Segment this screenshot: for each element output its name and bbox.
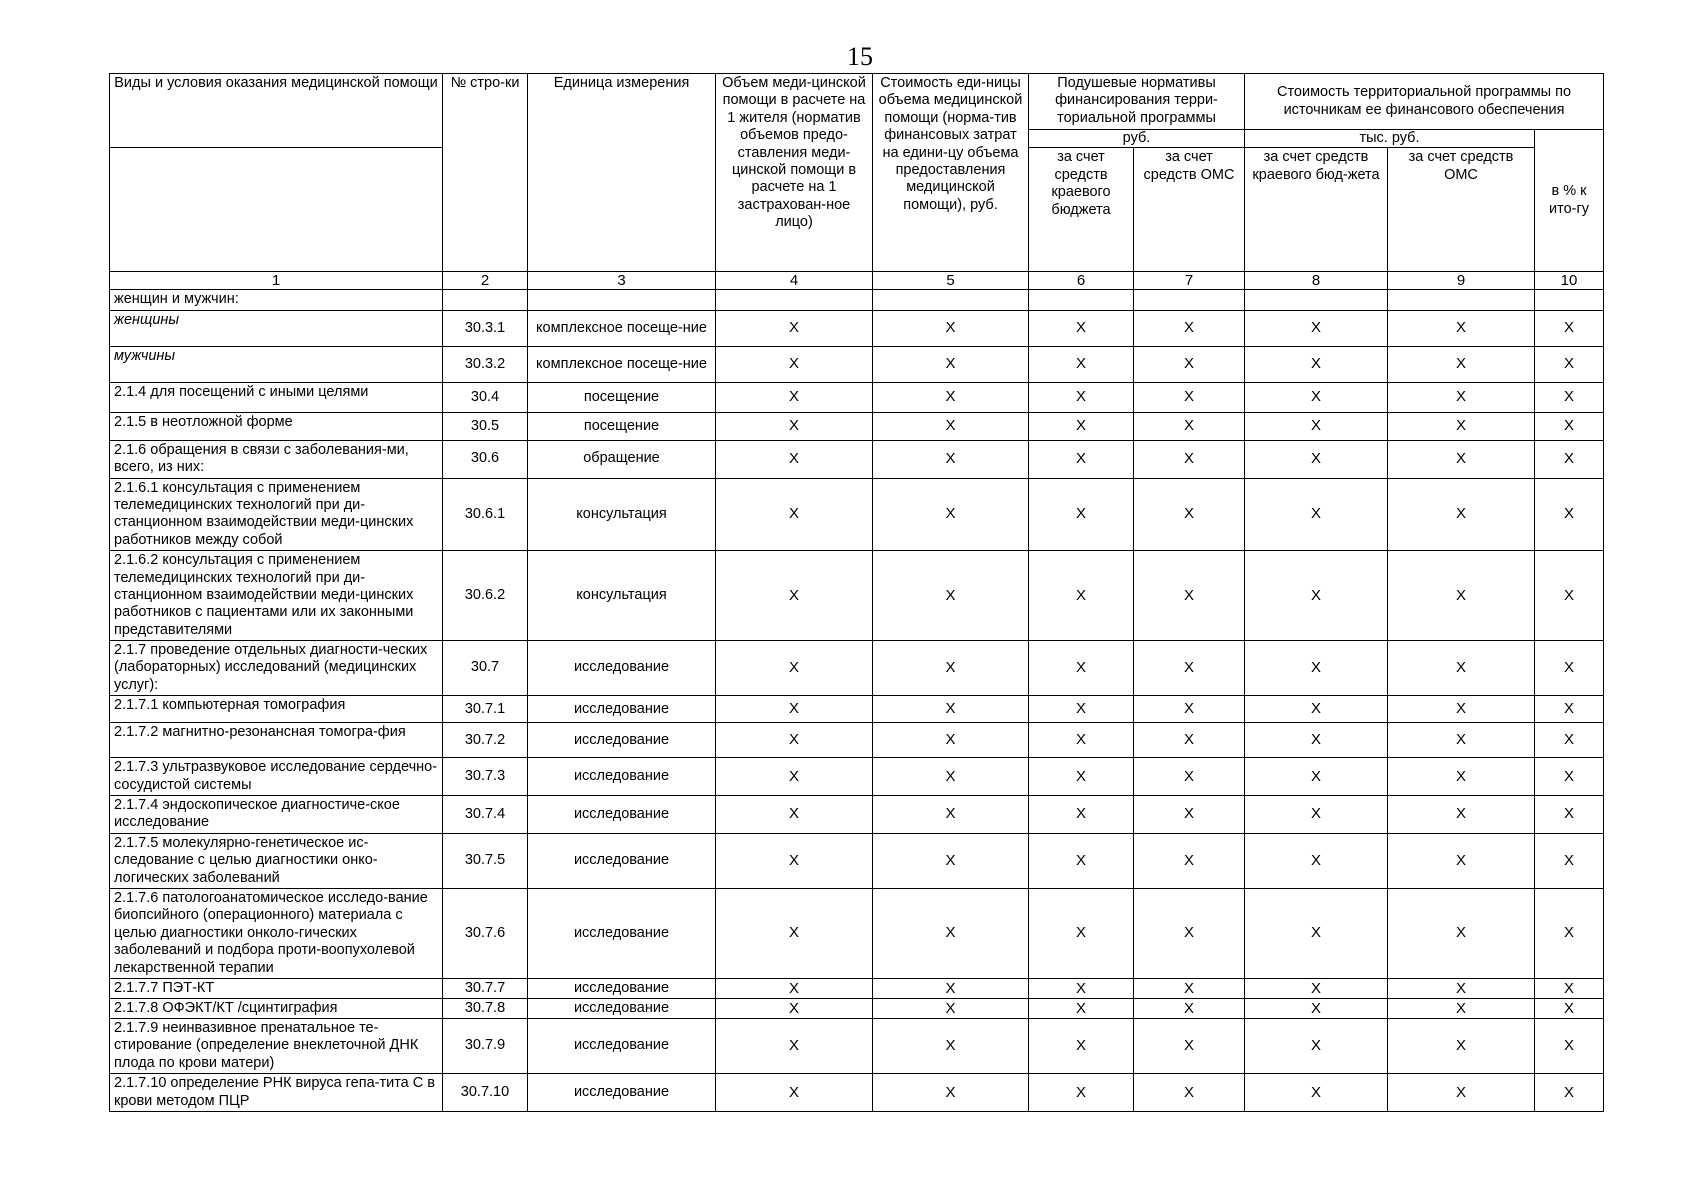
column-number: 9 xyxy=(1388,272,1535,290)
row-label: мужчины xyxy=(110,346,443,382)
column-number: 10 xyxy=(1535,272,1604,290)
row-label: 2.1.7.8 ОФЭКТ/КТ /сцинтиграфия xyxy=(110,998,443,1018)
row-value: X xyxy=(1388,758,1535,796)
row-value: X xyxy=(873,346,1029,382)
row-value: X xyxy=(873,412,1029,440)
row-value: X xyxy=(1134,758,1245,796)
row-value: X xyxy=(716,978,873,998)
row-value: X xyxy=(1535,346,1604,382)
row-value: X xyxy=(1535,382,1604,412)
row-number xyxy=(443,290,528,310)
header-percent: в % к ито-гу xyxy=(1535,130,1604,272)
row-value: X xyxy=(1029,723,1134,758)
header-per-capita-budget: за счет средств краевого бюджета xyxy=(1029,148,1134,272)
table-row xyxy=(110,478,1604,551)
header-thousand-rub: тыс. руб. xyxy=(1245,130,1535,148)
row-unit: исследование xyxy=(528,978,716,998)
row-value: X xyxy=(873,696,1029,723)
row-value: X xyxy=(1134,1074,1245,1112)
row-value: X xyxy=(1134,833,1245,888)
row-value: X xyxy=(873,796,1029,834)
row-unit: исследование xyxy=(528,833,716,888)
table-row xyxy=(110,551,1604,641)
row-unit: обращение xyxy=(528,440,716,478)
row-number: 30.7.10 xyxy=(443,1074,528,1112)
row-value: X xyxy=(1134,382,1245,412)
header-rub: руб. xyxy=(1029,130,1245,148)
row-number: 30.7.8 xyxy=(443,998,528,1018)
row-value: X xyxy=(873,833,1029,888)
row-label: 2.1.7.9 неинвазивное пренатальное те-стирование (определение внеклеточной ДНК плода по крови матери) xyxy=(110,1018,443,1073)
table-row xyxy=(110,723,1604,758)
row-value: X xyxy=(1029,888,1134,978)
row-value: X xyxy=(1245,1018,1388,1073)
row-value: X xyxy=(1029,412,1134,440)
row-value: X xyxy=(1134,310,1245,346)
row-value: X xyxy=(1535,1018,1604,1073)
row-value: X xyxy=(1245,478,1388,551)
row-value: X xyxy=(1535,1074,1604,1112)
row-value: X xyxy=(1029,978,1134,998)
row-value: X xyxy=(1134,696,1245,723)
table-row xyxy=(110,998,1604,1018)
row-unit: посещение xyxy=(528,412,716,440)
row-value: X xyxy=(1029,551,1134,641)
row-value: X xyxy=(1388,382,1535,412)
header-unit: Единица измерения xyxy=(528,74,716,272)
table-row xyxy=(110,796,1604,834)
row-value: X xyxy=(716,346,873,382)
table-row xyxy=(110,978,1604,998)
row-value: X xyxy=(873,478,1029,551)
row-label: 2.1.6.2 консультация с применением телемедицинских технологий при ди-станционном взаимодействии меди-цинских работников с пациентами или их законными представителями xyxy=(110,551,443,641)
row-unit: комплексное посеще-ние xyxy=(528,346,716,382)
row-unit: исследование xyxy=(528,1074,716,1112)
row-value: X xyxy=(873,758,1029,796)
row-value: X xyxy=(1535,998,1604,1018)
row-value: X xyxy=(1245,346,1388,382)
row-value: X xyxy=(1245,551,1388,641)
row-value: X xyxy=(1388,998,1535,1018)
row-value: X xyxy=(1029,758,1134,796)
row-value: X xyxy=(1388,978,1535,998)
row-value: X xyxy=(1245,696,1388,723)
row-unit: исследование xyxy=(528,1018,716,1073)
row-value: X xyxy=(1245,998,1388,1018)
table-row xyxy=(110,440,1604,478)
row-value: X xyxy=(1029,796,1134,834)
column-number: 8 xyxy=(1245,272,1388,290)
row-value: X xyxy=(1134,346,1245,382)
row-label: 2.1.6 обращения в связи с заболевания-ми, всего, из них: xyxy=(110,440,443,478)
row-value: X xyxy=(1245,796,1388,834)
row-number: 30.4 xyxy=(443,382,528,412)
row-value: X xyxy=(1245,758,1388,796)
row-number: 30.3.1 xyxy=(443,310,528,346)
header-volume: Объем меди-цинской помощи в расчете на 1 жителя (норматив объемов предо-ставления меди-цинской помощи в расчете на 1 застрахован-ное лицо) xyxy=(716,74,873,272)
row-value: X xyxy=(1134,551,1245,641)
row-value: X xyxy=(716,796,873,834)
table-row xyxy=(110,696,1604,723)
row-number: 30.5 xyxy=(443,412,528,440)
row-value xyxy=(1535,290,1604,310)
table-row xyxy=(110,412,1604,440)
row-value: X xyxy=(1029,346,1134,382)
row-value: X xyxy=(716,551,873,641)
row-unit: консультация xyxy=(528,551,716,641)
row-value: X xyxy=(1535,888,1604,978)
row-number: 30.7 xyxy=(443,641,528,696)
row-unit: исследование xyxy=(528,888,716,978)
row-label: женщин и мужчин: xyxy=(110,290,443,310)
column-number: 1 xyxy=(110,272,443,290)
row-unit: исследование xyxy=(528,696,716,723)
row-value: X xyxy=(1535,833,1604,888)
row-value: X xyxy=(1245,412,1388,440)
row-value: X xyxy=(1134,478,1245,551)
row-label: 2.1.7 проведение отдельных диагности-ческих (лабораторных) исследований (медицинских услуг): xyxy=(110,641,443,696)
header-cost: Стоимость еди-ницы объема медицинской помощи (норма-тив финансовых затрат на едини-цу объема предоставления медицинской помощи), руб. xyxy=(873,74,1029,272)
row-value: X xyxy=(1535,758,1604,796)
header-cost-oms: за счет средств ОМС xyxy=(1388,148,1535,272)
column-numbers-row xyxy=(110,272,1604,290)
table-row xyxy=(110,833,1604,888)
row-value: X xyxy=(1029,478,1134,551)
row-value: X xyxy=(873,978,1029,998)
row-label: 2.1.7.3 ультразвуковое исследование сердечно-сосудистой системы xyxy=(110,758,443,796)
row-value: X xyxy=(1388,888,1535,978)
row-value: X xyxy=(716,478,873,551)
row-value: X xyxy=(716,440,873,478)
table-row xyxy=(110,346,1604,382)
row-value: X xyxy=(873,641,1029,696)
financing-table xyxy=(109,73,1604,1112)
table-row xyxy=(110,1074,1604,1112)
row-value: X xyxy=(1245,978,1388,998)
row-value xyxy=(873,290,1029,310)
table-row xyxy=(110,888,1604,978)
row-unit: исследование xyxy=(528,796,716,834)
row-value: X xyxy=(1029,382,1134,412)
row-number: 30.7.9 xyxy=(443,1018,528,1073)
row-label: 2.1.7.6 патологоанатомическое исследо-вание биопсийного (операционного) материала с целью диагностики онколо-гических заболеваний и подбора проти-воопухолевой лекарственной терапии xyxy=(110,888,443,978)
row-value: X xyxy=(1134,978,1245,998)
column-number: 6 xyxy=(1029,272,1134,290)
row-value: X xyxy=(1245,641,1388,696)
row-value: X xyxy=(1388,346,1535,382)
row-value: X xyxy=(1388,1018,1535,1073)
row-label: 2.1.7.10 определение РНК вируса гепа-тита С в крови методом ПЦР xyxy=(110,1074,443,1112)
row-value: X xyxy=(1535,440,1604,478)
row-value: X xyxy=(873,551,1029,641)
row-value: X xyxy=(1245,382,1388,412)
row-value: X xyxy=(873,998,1029,1018)
row-number: 30.6.2 xyxy=(443,551,528,641)
row-value: X xyxy=(1388,641,1535,696)
table-row xyxy=(110,290,1604,310)
column-number: 7 xyxy=(1134,272,1245,290)
row-value: X xyxy=(1388,723,1535,758)
row-value: X xyxy=(873,1018,1029,1073)
row-value: X xyxy=(1245,1074,1388,1112)
row-value: X xyxy=(1134,888,1245,978)
row-value: X xyxy=(1245,440,1388,478)
row-unit: комплексное посеще-ние xyxy=(528,310,716,346)
row-number: 30.7.4 xyxy=(443,796,528,834)
column-number: 2 xyxy=(443,272,528,290)
row-value: X xyxy=(1029,440,1134,478)
row-number: 30.6.1 xyxy=(443,478,528,551)
row-value: X xyxy=(1245,310,1388,346)
row-value: X xyxy=(1029,1018,1134,1073)
row-value: X xyxy=(716,723,873,758)
row-value: X xyxy=(1535,641,1604,696)
row-value xyxy=(1388,290,1535,310)
row-label: 2.1.6.1 консультация с применением телемедицинских технологий при ди-станционном взаимодействии меди-цинских работников между собой xyxy=(110,478,443,551)
row-value: X xyxy=(716,833,873,888)
row-value: X xyxy=(1388,1074,1535,1112)
row-value: X xyxy=(716,412,873,440)
table-row xyxy=(110,382,1604,412)
row-value: X xyxy=(1029,310,1134,346)
header-kind-spacer xyxy=(110,148,443,272)
row-value: X xyxy=(716,888,873,978)
row-value: X xyxy=(1388,696,1535,723)
row-unit xyxy=(528,290,716,310)
row-value: X xyxy=(716,641,873,696)
row-value: X xyxy=(1388,310,1535,346)
row-unit: исследование xyxy=(528,758,716,796)
row-value: X xyxy=(1535,723,1604,758)
row-value: X xyxy=(1535,978,1604,998)
row-unit: посещение xyxy=(528,382,716,412)
row-value: X xyxy=(873,310,1029,346)
row-value: X xyxy=(1029,998,1134,1018)
row-value: X xyxy=(1134,412,1245,440)
row-value: X xyxy=(716,1018,873,1073)
row-value: X xyxy=(873,888,1029,978)
column-number: 3 xyxy=(528,272,716,290)
row-unit: исследование xyxy=(528,998,716,1018)
row-value: X xyxy=(1245,723,1388,758)
row-unit: консультация xyxy=(528,478,716,551)
row-value: X xyxy=(1245,888,1388,978)
row-value xyxy=(716,290,873,310)
row-label: 2.1.7.4 эндоскопическое диагностиче-ское исследование xyxy=(110,796,443,834)
row-value: X xyxy=(1029,1074,1134,1112)
row-value: X xyxy=(1134,796,1245,834)
row-value: X xyxy=(716,310,873,346)
row-number: 30.7.7 xyxy=(443,978,528,998)
row-unit: исследование xyxy=(528,641,716,696)
row-value: X xyxy=(1029,833,1134,888)
table-body xyxy=(110,290,1604,1112)
row-value: X xyxy=(1134,641,1245,696)
row-value: X xyxy=(1134,723,1245,758)
column-number: 5 xyxy=(873,272,1029,290)
row-value: X xyxy=(1535,478,1604,551)
row-label: 2.1.7.5 молекулярно-генетическое ис-следование с целью диагностики онко-логических заболеваний xyxy=(110,833,443,888)
row-value: X xyxy=(716,382,873,412)
header-row-number: № стро-ки xyxy=(443,74,528,272)
row-value: X xyxy=(1134,998,1245,1018)
row-value: X xyxy=(873,440,1029,478)
table-row xyxy=(110,758,1604,796)
row-value: X xyxy=(873,1074,1029,1112)
row-value: X xyxy=(1388,796,1535,834)
row-value: X xyxy=(1388,478,1535,551)
row-value xyxy=(1134,290,1245,310)
row-label: 2.1.7.1 компьютерная томография xyxy=(110,696,443,723)
row-value: X xyxy=(873,382,1029,412)
header-kind: Виды и условия оказания медицинской помощи xyxy=(110,74,443,148)
row-value: X xyxy=(1029,696,1134,723)
row-value: X xyxy=(873,723,1029,758)
header-per-capita-group: Подушевые нормативы финансирования терри-ториальной программы xyxy=(1029,74,1245,130)
row-value: X xyxy=(716,696,873,723)
table-row xyxy=(110,1018,1604,1073)
row-number: 30.7.3 xyxy=(443,758,528,796)
row-value: X xyxy=(1388,551,1535,641)
row-label: женщины xyxy=(110,310,443,346)
header-per-capita-oms: за счет средств ОМС xyxy=(1134,148,1245,272)
header-program-cost-group: Стоимость территориальной программы по источникам ее финансового обеспечения xyxy=(1245,74,1604,130)
row-label: 2.1.5 в неотложной форме xyxy=(110,412,443,440)
row-value: X xyxy=(1134,1018,1245,1073)
row-number: 30.7.6 xyxy=(443,888,528,978)
row-number: 30.7.2 xyxy=(443,723,528,758)
table-row xyxy=(110,310,1604,346)
row-value: X xyxy=(1535,796,1604,834)
row-value: X xyxy=(1388,440,1535,478)
row-value: X xyxy=(1029,641,1134,696)
header-cost-budget: за счет средств краевого бюд-жета xyxy=(1245,148,1388,272)
row-value xyxy=(1029,290,1134,310)
row-value: X xyxy=(1388,412,1535,440)
table-row xyxy=(110,641,1604,696)
row-number: 30.7.1 xyxy=(443,696,528,723)
row-value xyxy=(1245,290,1388,310)
row-label: 2.1.7.7 ПЭТ-КТ xyxy=(110,978,443,998)
row-value: X xyxy=(1535,551,1604,641)
page-number: 15 xyxy=(847,42,873,71)
row-value: X xyxy=(1245,833,1388,888)
row-number: 30.3.2 xyxy=(443,346,528,382)
row-value: X xyxy=(1535,696,1604,723)
row-number: 30.7.5 xyxy=(443,833,528,888)
row-value: X xyxy=(716,758,873,796)
row-value: X xyxy=(716,1074,873,1112)
row-value: X xyxy=(716,998,873,1018)
row-number: 30.6 xyxy=(443,440,528,478)
row-value: X xyxy=(1134,440,1245,478)
row-label: 2.1.7.2 магнитно-резонансная томогра-фия xyxy=(110,723,443,758)
row-value: X xyxy=(1388,833,1535,888)
row-unit: исследование xyxy=(528,723,716,758)
row-value: X xyxy=(1535,412,1604,440)
row-value: X xyxy=(1535,310,1604,346)
row-label: 2.1.4 для посещений с иными целями xyxy=(110,382,443,412)
column-number: 4 xyxy=(716,272,873,290)
